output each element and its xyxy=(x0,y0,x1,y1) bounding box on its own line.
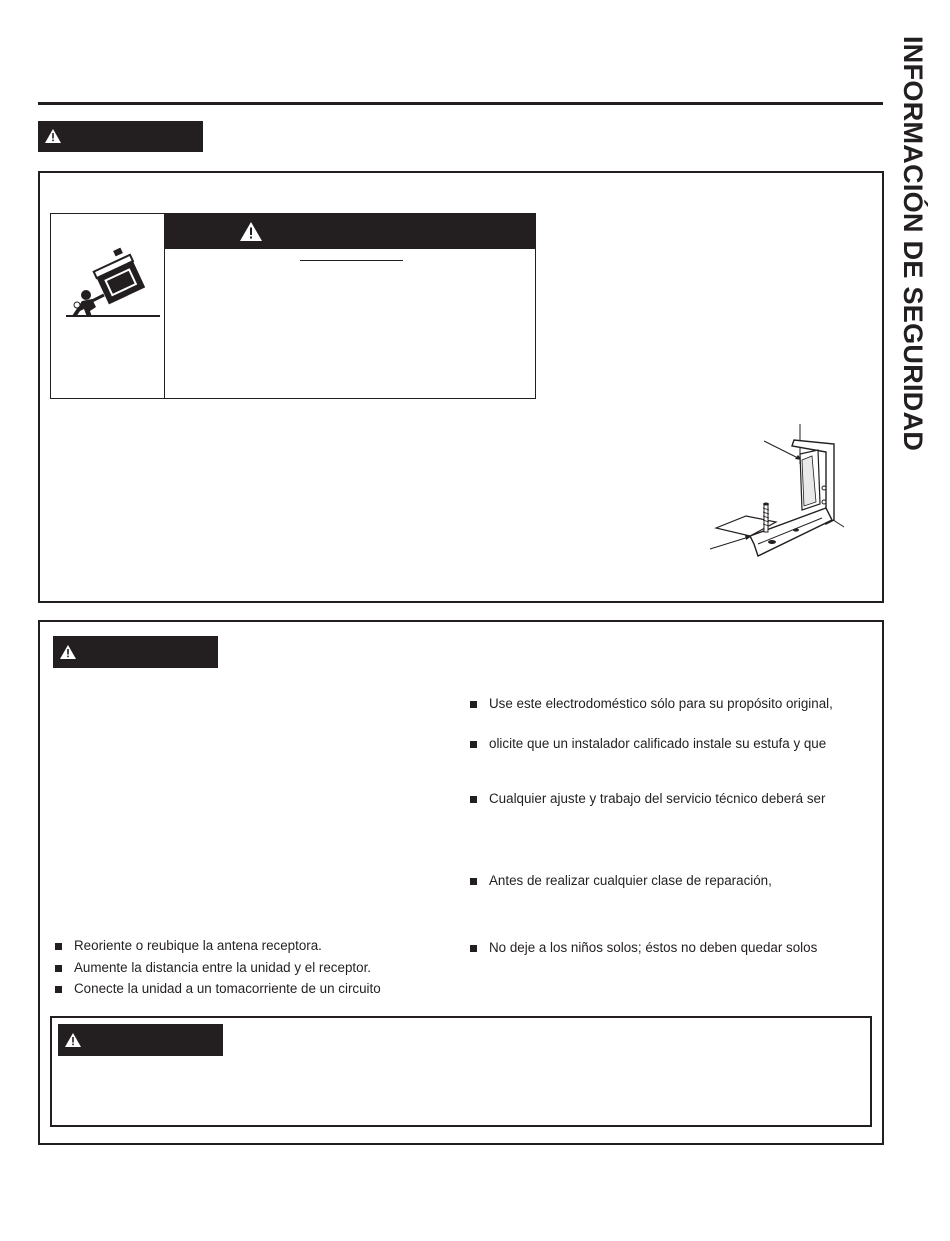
bullet-square xyxy=(55,965,62,972)
panel-warning-bar xyxy=(165,213,536,249)
warning-triangle-icon xyxy=(45,129,61,143)
bullet-text: Conecte la unidad a un tomacorriente de un circuito xyxy=(74,981,381,996)
bullet-square xyxy=(470,945,477,952)
bullet-text: Antes de realizar cualquier clase de reparación, xyxy=(489,873,772,888)
bullet-square xyxy=(470,701,477,708)
bullet-square xyxy=(55,943,62,950)
warning-bar-2 xyxy=(53,636,218,668)
warning-bar-3 xyxy=(58,1024,223,1056)
bullet-text: Cualquier ajuste y trabajo del servicio técnico deberá ser xyxy=(489,791,826,806)
warning-triangle-icon xyxy=(60,645,76,659)
side-title-text: INFORMACIÓN DE SEGURIDAD xyxy=(898,36,928,452)
bullet-text: No deje a los niños solos; éstos no deben quedar solos xyxy=(489,940,818,955)
bullet-text: olicite que un instalador calificado instale su estufa y que xyxy=(489,736,827,751)
bullet-square xyxy=(470,741,477,748)
warning-triangle-icon xyxy=(65,1033,81,1047)
bullet-text: Reoriente o reubique la antena receptora. xyxy=(74,938,322,953)
bullet-square xyxy=(55,986,62,993)
warning-bar-1 xyxy=(38,121,203,152)
side-title xyxy=(897,36,945,506)
tip-over-child-icon xyxy=(62,245,162,321)
warning-triangle-icon xyxy=(240,222,262,241)
bullet-square xyxy=(470,878,477,885)
top-rule xyxy=(38,102,883,105)
anti-tip-bracket-illustration xyxy=(706,424,858,564)
panel-underline xyxy=(300,260,403,261)
bullet-text: Aumente la distancia entre la unidad y el receptor. xyxy=(74,960,372,975)
bullet-text: Use este electrodoméstico sólo para su propósito original, xyxy=(489,696,833,711)
bullet-square xyxy=(470,796,477,803)
